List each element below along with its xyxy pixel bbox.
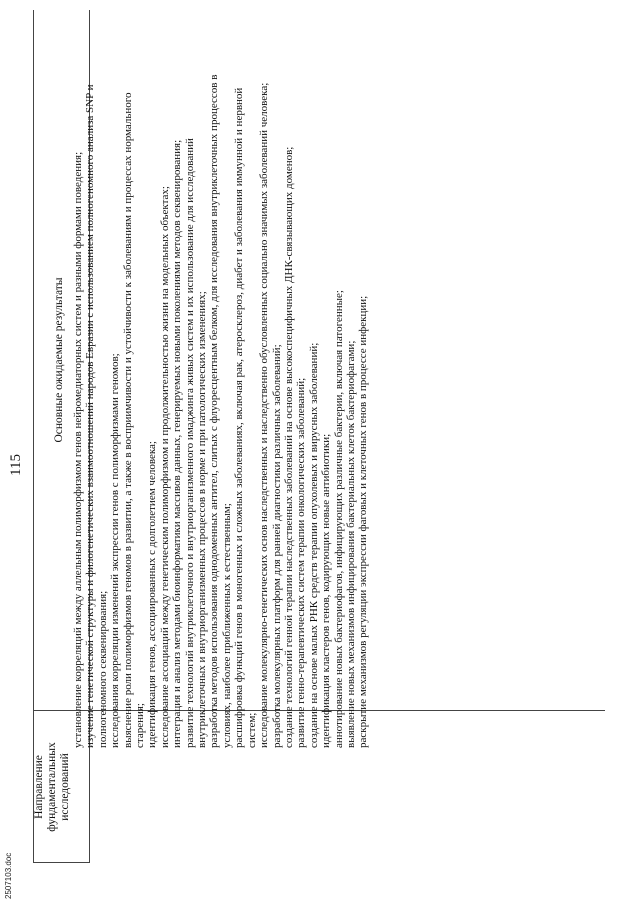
- list-item: идентификация генов, ассоциированных с долголетием человека;: [146, 441, 159, 748]
- list-item: исследование ассоциаций между генетическим полиморфизмом и продолжительностью жизни на модельных объектах;: [158, 186, 171, 748]
- list-item: исследования корреляции изменений экспрессии генов с полиморфизмами геномов;: [109, 353, 122, 748]
- list-item: создание на основе малых РНК средств терапии опухолевых и вирусных заболеваний;: [307, 342, 320, 748]
- list-item: развитие технологий внутриклеточного и внутриорганизменного имаджинга живых систем и их использование для исследований внутриклеточных и внутриорганизменных процессов в норме и при патологических изменениях;: [183, 138, 209, 748]
- list-item: выяснение роли полиморфизмов геномов в развитии, а также в восприимчивости и устойчивости к заболеваниям и процессах нормального старения;: [121, 92, 147, 748]
- list-item: расшифровка функций генов в моногенных и сложных заболеваниях, включая рак, атеросклероз, диабет и заболевания иммунной и нервной систем;: [233, 87, 258, 748]
- header-direction-line-1: Направление: [33, 755, 45, 819]
- list-item: установление корреляций между аллельным полиморфизмом генов нейромедиаторных систем и разными формами поведения;: [72, 151, 84, 748]
- list-item: развитие генно-терапевтических систем терапии онкологических заболеваний;: [295, 377, 308, 748]
- document-code: 2507103.doc: [4, 852, 13, 899]
- header-direction-line-2: фундаментальных: [46, 742, 58, 832]
- list-item: выявление новых механизмов инфицирования бактериальных клеток бактериофагами;: [344, 340, 357, 748]
- header-expected-results: Основные ожидаемые результаты: [53, 277, 65, 443]
- list-item: идентификация кластеров генов, кодирующих новые антибиотики;: [320, 433, 333, 748]
- list-item: раскрытие механизмов регуляции экспрессии фаговых и клеточных генов в процессе инфекции;: [357, 295, 370, 748]
- list-item: разработка молекулярных платформ для ранней диагностики различных заболеваний;: [270, 344, 283, 748]
- page-number: 115: [8, 454, 24, 476]
- list-item: исследование молекулярно-генетических основ наследственных и наследственно обусловленных социально значимых заболеваний человека;: [258, 82, 271, 748]
- expected-results-list: [72, 54, 370, 748]
- header-direction-line-3: исследований: [59, 753, 71, 821]
- list-item: разработка методов использования однодоменных антител, слитых с флуоресцентным белком, для исследования внутриклеточных процессов в условиях, наиболее приближенных к естественным;: [208, 74, 233, 748]
- list-item: изучение генетической структуры и филогенетических взаимоотношений народов Евразии с использованием полногеномного анализа SNP и полногеномного секвенирования;: [84, 84, 109, 748]
- list-item: создание технологий генной терапии наследственных заболеваний на основе высокоспецифичных ДНК-связывающих доменов;: [282, 146, 295, 748]
- list-item: интеграция и анализ методами биоинформатики массивов данных, генерируемых новыми поколениями методов секвенирования;: [171, 139, 184, 748]
- list-item: аннотирование новых бактериофагов, инфицирующих различные бактерии, включая патогенные;: [332, 290, 345, 748]
